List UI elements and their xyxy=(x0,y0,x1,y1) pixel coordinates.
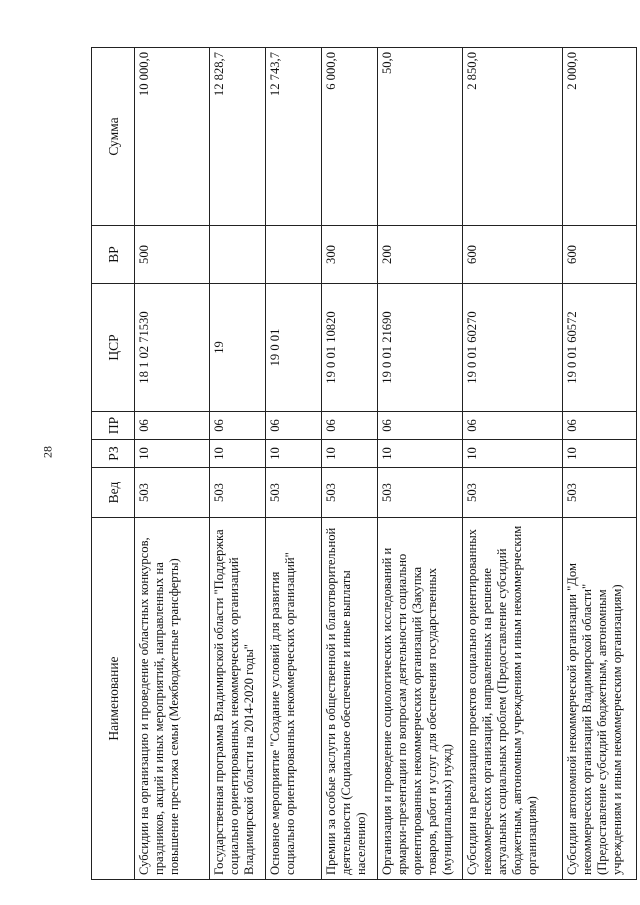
cell-csr: 19 0 01 60270 xyxy=(463,284,563,412)
table-header-row xyxy=(92,48,135,880)
cell-csr: 19 0 01 60572 xyxy=(563,284,637,412)
cell-pr: 06 xyxy=(210,412,266,440)
header-pr: ПР xyxy=(92,412,135,440)
cell-rz: 10 xyxy=(563,440,637,468)
header-ved: Вед xyxy=(92,468,135,518)
cell-ved: 503 xyxy=(463,468,563,518)
cell-name: Премии за особые заслуги в общественной и благотворительной деятельности (Социальное обеспечение и иные выплаты населению) xyxy=(322,518,378,880)
cell-csr: 19 xyxy=(210,284,266,412)
cell-rz: 10 xyxy=(266,440,322,468)
table-row xyxy=(463,48,563,880)
cell-vr xyxy=(266,226,322,284)
cell-name: Субсидии автономной некоммерческой организации "Дом некоммерческих организаций Владимирской области" (Предоставление субсидий бюджетным, автономным учреждениям и иным некоммерческим организациям) xyxy=(563,518,637,880)
cell-vr: 500 xyxy=(135,226,210,284)
table-row xyxy=(210,48,266,880)
cell-vr: 600 xyxy=(563,226,637,284)
cell-name: Основное мероприятие "Создание условий для развития социально ориентированных некоммерческих организаций" xyxy=(266,518,322,880)
cell-name: Государственная программа Владимирской области "Поддержка социально ориентированных некоммерческих организаций Владимирской области на 2014-2020 годы" xyxy=(210,518,266,880)
cell-sum: 6 000,0 xyxy=(322,48,378,226)
budget-table xyxy=(91,47,637,880)
header-rz: РЗ xyxy=(92,440,135,468)
cell-sum: 12 743,7 xyxy=(266,48,322,226)
cell-pr: 06 xyxy=(563,412,637,440)
cell-ved: 503 xyxy=(322,468,378,518)
cell-vr: 300 xyxy=(322,226,378,284)
cell-ved: 503 xyxy=(266,468,322,518)
cell-rz: 10 xyxy=(378,440,463,468)
cell-csr: 18 1 02 71530 xyxy=(135,284,210,412)
cell-pr: 06 xyxy=(378,412,463,440)
cell-ved: 503 xyxy=(210,468,266,518)
cell-sum: 12 828,7 xyxy=(210,48,266,226)
header-sum: Сумма xyxy=(92,48,135,226)
cell-vr xyxy=(210,226,266,284)
cell-csr: 19 0 01 21690 xyxy=(378,284,463,412)
cell-vr: 600 xyxy=(463,226,563,284)
cell-sum: 10 000,0 xyxy=(135,48,210,226)
table-row xyxy=(322,48,378,880)
cell-csr: 19 0 01 xyxy=(266,284,322,412)
cell-ved: 503 xyxy=(135,468,210,518)
cell-rz: 10 xyxy=(463,440,563,468)
cell-sum: 2 000,0 xyxy=(563,48,637,226)
table-row xyxy=(563,48,637,880)
cell-csr: 19 0 01 10820 xyxy=(322,284,378,412)
cell-pr: 06 xyxy=(322,412,378,440)
cell-name: Субсидии на реализацию проектов социально ориентированных некоммерческих организаций, направленных на решение актуальных социальных проблем (Предоставление субсидий бюджетным, автономным учреждениям и иным некоммерческим организациям) xyxy=(463,518,563,880)
page-number: 28 xyxy=(40,446,55,458)
table-row xyxy=(266,48,322,880)
cell-ved: 503 xyxy=(563,468,637,518)
cell-pr: 06 xyxy=(135,412,210,440)
cell-rz: 10 xyxy=(322,440,378,468)
header-vr: ВР xyxy=(92,226,135,284)
table-row xyxy=(135,48,210,880)
cell-pr: 06 xyxy=(266,412,322,440)
cell-vr: 200 xyxy=(378,226,463,284)
header-name: Наименование xyxy=(92,518,135,880)
cell-pr: 06 xyxy=(463,412,563,440)
cell-name: Организация и проведение социологических исследований и ярмарки-презентации по вопросам деятельности социально ориентированных некоммерческих организаций (Закупка товаров, работ и услуг для обеспечения государственных (муниципальных) нужд) xyxy=(378,518,463,880)
cell-sum: 50,0 xyxy=(378,48,463,226)
table-row xyxy=(378,48,463,880)
rotated-content xyxy=(91,48,624,880)
header-csr: ЦСР xyxy=(92,284,135,412)
cell-sum: 2 850,0 xyxy=(463,48,563,226)
cell-name: Субсидии на организацию и проведение областных конкурсов, праздников, акций и иных мероприятий, направленных на повышение престижа семьи (Межбюджетные трансферты) xyxy=(135,518,210,880)
cell-rz: 10 xyxy=(135,440,210,468)
cell-ved: 503 xyxy=(378,468,463,518)
rotated-table-frame xyxy=(91,48,624,880)
cell-rz: 10 xyxy=(210,440,266,468)
